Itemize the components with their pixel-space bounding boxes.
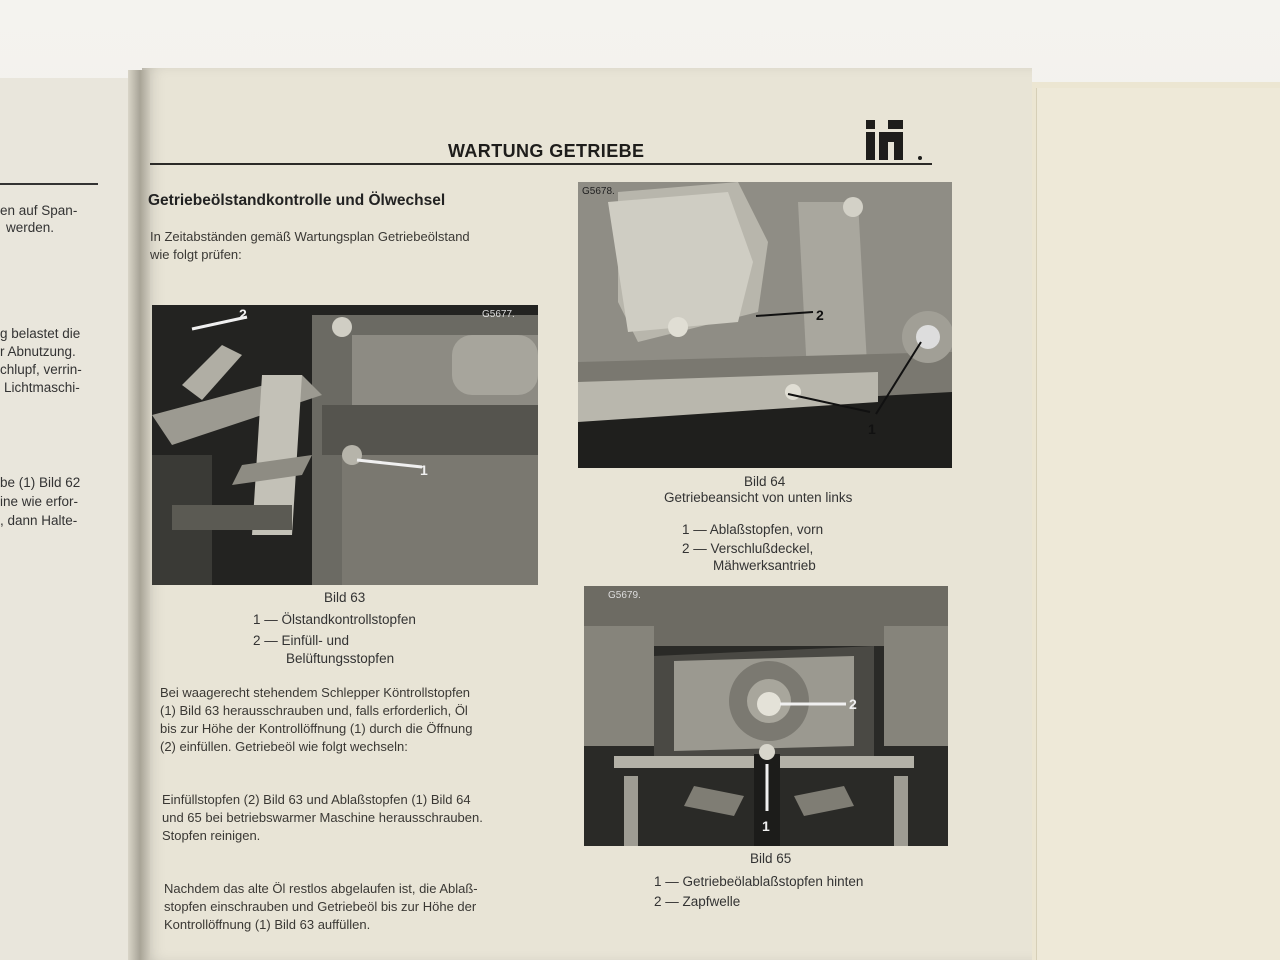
left-page-line: werden. [6,220,55,235]
caption-bild-65: Bild 65 [750,851,792,866]
left-page-line: r Abnutzung. [0,344,76,359]
caption-bild-64: Bild 64 [744,474,786,489]
figure-code-bild-63: G5677. [482,309,515,320]
callout-2-bild-63: 2 [239,306,247,322]
left-page-line: en auf Span- [0,203,78,218]
ih-logo-icon [862,118,924,162]
left-page-line: g belastet die [0,326,81,341]
left-page-rule [0,183,98,185]
page-title: WARTUNG GETRIEBE [448,141,645,161]
header-rule [150,163,932,165]
legend-item: 2 — Zapfwelle [654,894,741,909]
subcaption-bild-64: Getriebeansicht von unten links [664,490,853,505]
left-page-line: ine wie erfor- [0,494,79,509]
body-line: stopfen einschrauben und Getriebeöl bis zur Höhe der [164,899,477,914]
figure-code-bild-64: G5678. [582,186,615,197]
body-line: Kontrollöffnung (1) Bild 63 auffüllen. [164,917,371,932]
callout-1-bild-64: 1 [868,421,876,437]
figure-code-bild-65: G5679. [608,590,641,601]
body-line: Nachdem das alte Öl restlos abgelaufen ist, die Ablaß- [164,881,478,896]
callout-1-bild-65: 1 [762,818,770,834]
callout-2-bild-65: 2 [849,696,857,712]
legend-item: Mähwerksantrieb [713,558,816,573]
body-line: Einfüllstopfen (2) Bild 63 und Ablaßstopfen (1) Bild 64 [162,792,471,807]
body-line: (2) einfüllen. Getriebeöl wie folgt wechseln: [160,739,408,754]
body-line: (1) Bild 63 herausschrauben und, falls erforderlich, Öl [160,703,468,718]
section-heading: Getriebeölstandkontrolle und Ölwechsel [148,192,446,209]
legend-item: 1 — Getriebeölablaßstopfen hinten [654,874,864,889]
left-page-line: Lichtmaschi- [4,380,80,395]
left-page-line: chlupf, verrin- [0,362,82,377]
intro-line: wie folgt prüfen: [150,247,242,262]
photo-bild-63 [152,305,538,585]
left-page-line: , dann Halte- [0,513,78,528]
legend-item: 2 — Verschlußdeckel, [682,541,814,556]
legend-item: 1 — Ölstandkontrollstopfen [253,612,416,627]
callout-2-bild-64: 2 [816,307,824,323]
intro-line: In Zeitabständen gemäß Wartungsplan Getriebeölstand [150,229,470,244]
body-line: bis zur Höhe der Kontrollöffnung (1) durch die Öffnung [160,721,473,736]
legend-item: Belüftungsstopfen [286,651,395,666]
left-page-line: be (1) Bild 62 [0,475,81,490]
caption-bild-63: Bild 63 [324,590,366,605]
legend-item: 2 — Einfüll- und [253,633,350,648]
page-stack-edge-inner [1036,88,1280,960]
body-line: Stopfen reinigen. [162,828,261,843]
callout-1-bild-63: 1 [420,462,428,478]
body-line: Bei waagerecht stehendem Schlepper Köntrollstopfen [160,685,471,700]
photo-bild-65 [584,586,948,846]
body-line: und 65 bei betriebswarmer Maschine herausschrauben. [162,810,483,825]
legend-item: 1 — Ablaßstopfen, vorn [682,522,824,537]
photo-bild-64 [578,182,952,468]
book-gutter [128,70,150,960]
